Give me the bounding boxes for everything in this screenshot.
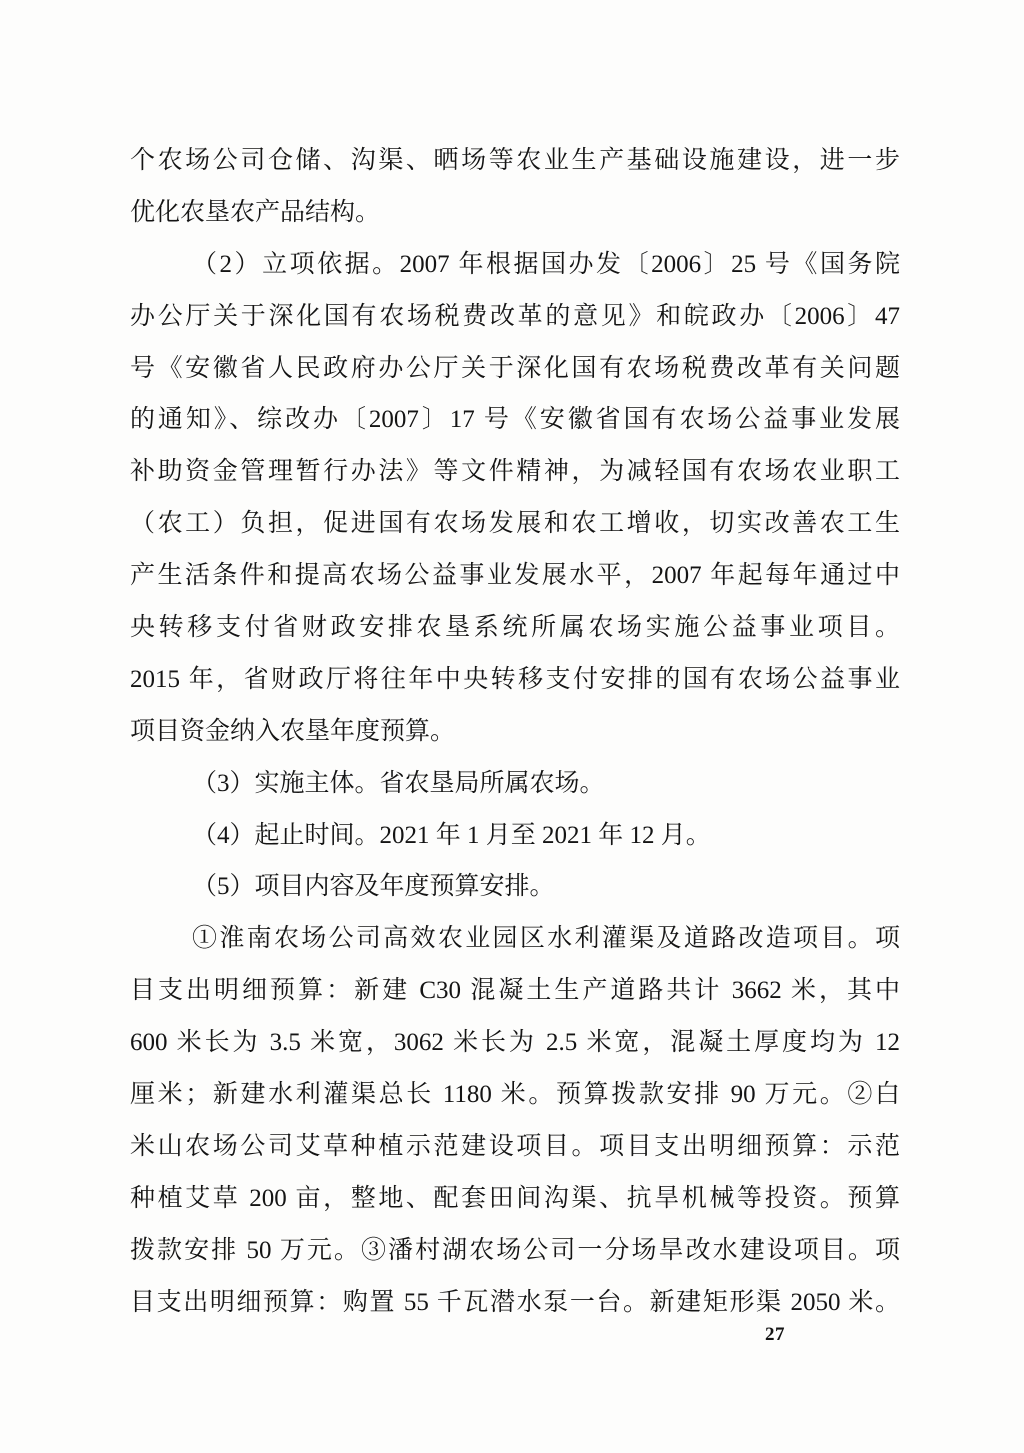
text-line: 2015 年，省财政厅将往年中央转移支付安排的国有农场公益事业 <box>130 665 900 693</box>
text-line: 优化农垦农产品结构。 <box>130 198 381 226</box>
text-line: 个农场公司仓储、沟渠、晒场等农业生产基础设施建设，进一步 <box>130 147 900 174</box>
text-line: （5）项目内容及年度预算安排。 <box>192 873 555 901</box>
text-line: 目支出明细预算：新建 C30 混凝土生产道路共计 3662 米，其中 <box>130 977 900 1005</box>
text-line: （农工）负担，促进国有农场发展和农工增收，切实改善农工生 <box>130 510 900 538</box>
text-line: 办公厅关于深化国有农场税费改革的意见》和皖政办〔2006〕47 <box>130 302 900 330</box>
text-line: 米山农场公司艾草种植示范建设项目。项目支出明细预算：示范 <box>130 1132 900 1160</box>
text-line: 厘米；新建水利灌渠总长 1180 米。预算拨款安排 90 万元。②白 <box>130 1081 900 1109</box>
text-line: 央转移支付省财政安排农垦系统所属农场实施公益事业项目。 <box>130 614 900 642</box>
text-line: 号《安徽省人民政府办公厅关于深化国有农场税费改革有关问题 <box>130 354 900 382</box>
text-line: 补助资金管理暂行办法》等文件精神，为减轻国有农场农业职工 <box>130 458 900 486</box>
text-line: （4）起止时间。2021 年 1 月至 2021 年 12 月。 <box>192 821 711 849</box>
text-line: 拨款安排 50 万元。③潘村湖农场公司一分场旱改水建设项目。项 <box>130 1236 900 1264</box>
text-line: （3）实施主体。省农垦局所属农场。 <box>192 769 605 797</box>
text-line: 项目资金纳入农垦年度预算。 <box>130 717 456 745</box>
text-line: ①淮南农场公司高效农业园区水利灌渠及道路改造项目。项 <box>192 925 900 953</box>
text-line: 产生活条件和提高农场公益事业发展水平，2007 年起每年通过中 <box>130 562 900 590</box>
text-line: 600 米长为 3.5 米宽，3062 米长为 2.5 米宽，混凝土厚度均为 12 <box>130 1029 900 1057</box>
text-line: （2）立项依据。2007 年根据国办发〔2006〕25 号《国务院 <box>192 250 900 278</box>
text-body <box>130 135 900 1328</box>
text-line: 目支出明细预算：购置 55 千瓦潜水泵一台。新建矩形渠 2050 米。 <box>130 1288 900 1316</box>
text-line: 的通知》、综改办〔2007〕17 号《安徽省国有农场公益事业发展 <box>130 406 900 434</box>
page-number: 27 <box>765 1324 785 1345</box>
text-line: 种植艾草 200 亩，整地、配套田间沟渠、抗旱机械等投资。预算 <box>130 1184 900 1212</box>
